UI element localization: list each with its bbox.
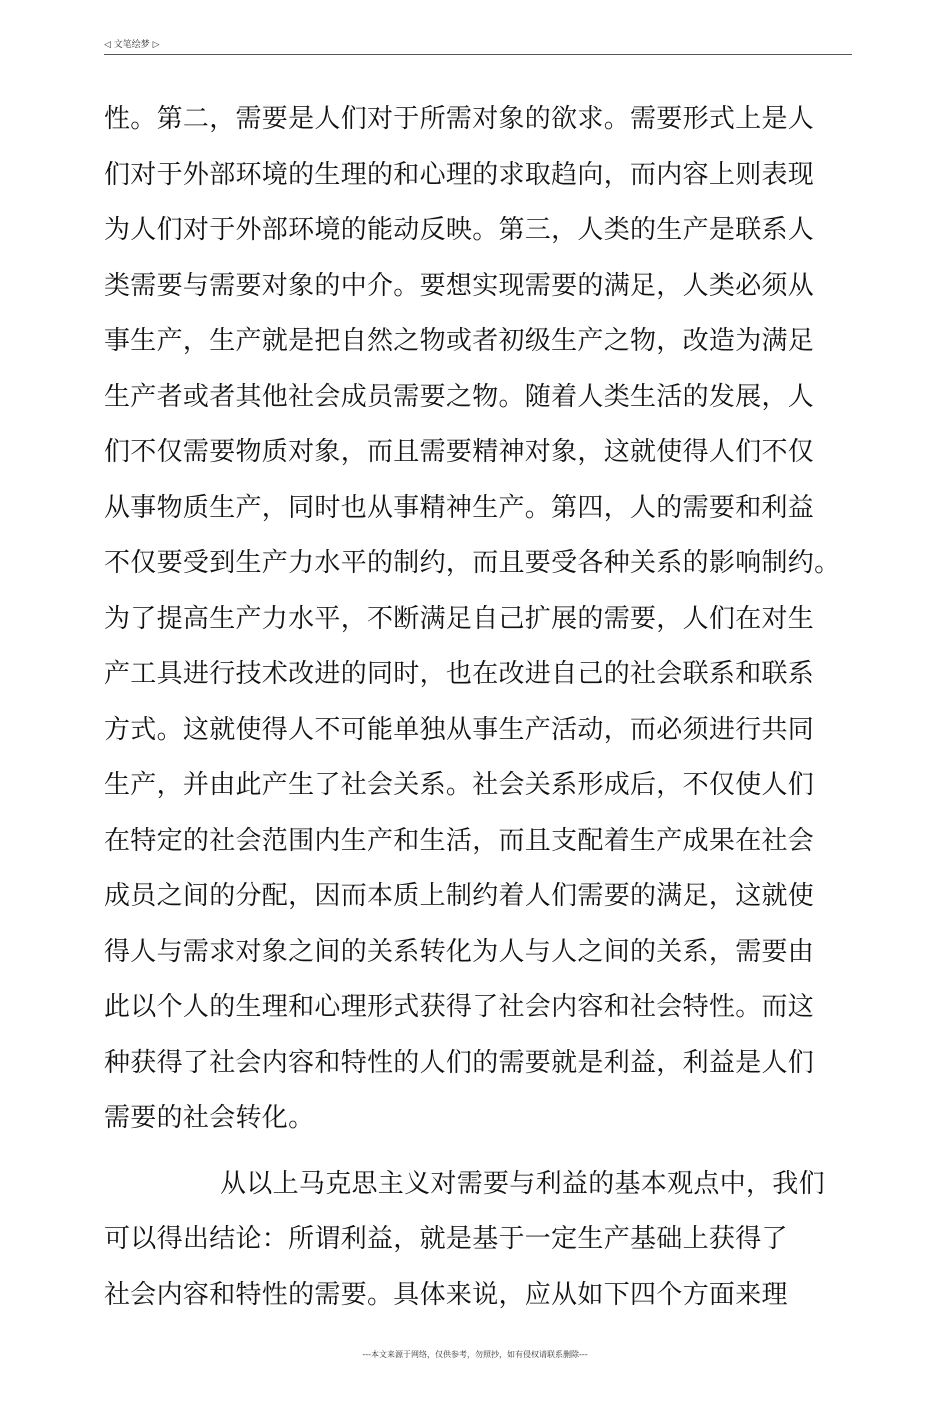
text-line: 得人与需求对象之间的关系转化为人与人之间的关系，需要由 <box>104 936 815 967</box>
text-line: 种获得了社会内容和特性的人们的需要就是利益，利益是人们 <box>104 1047 815 1078</box>
paragraph-2 <box>104 1157 864 1324</box>
text-line: 从事物质生产，同时也从事精神生产。第四，人的需要和利益 <box>104 492 815 523</box>
text-line: 们不仅需要物质对象，而且需要精神对象，这就使得人们不仅 <box>104 437 815 467</box>
text-line: 为人们对于外部环境的能动反映。第三，人类的生产是联系人 <box>104 215 815 245</box>
text-line: 在特定的社会范围内生产和生活，而且支配着生产成果在社会 <box>104 825 815 856</box>
page-footer: ---本文来源于网络，仅供参考，勿照抄，如有侵权请联系删除--- <box>362 1350 588 1359</box>
text-line: 生产，并由此产生了社会关系。社会关系形成后，不仅使人们 <box>104 770 815 800</box>
text-line: 不仅要受到生产力水平的制约，而且要受各种关系的影响制约。 <box>104 548 841 578</box>
text-line: 们对于外部环境的生理的和心理的求取趋向，而内容上则表现 <box>104 159 815 190</box>
text-line: 从以上马克思主义对需要与利益的基本观点中，我们 <box>220 1168 825 1199</box>
paragraph-1 <box>104 92 864 1147</box>
text-line: 成员之间的分配，因而本质上制约着人们需要的满足，这就使 <box>104 881 815 911</box>
paragraph-gap <box>104 1147 864 1157</box>
text-line: 可以得出结论：所谓利益，就是基于一定生产基础上获得了 <box>104 1224 788 1254</box>
text-line: 事生产，生产就是把自然之物或者初级生产之物，改造为满足 <box>104 326 815 356</box>
page-header <box>104 38 852 55</box>
text-line: 需要的社会转化。 <box>104 1103 315 1133</box>
document-body <box>104 92 864 1323</box>
text-line: 性。第二，需要是人们对于所需对象的欲求。需要形式上是人 <box>104 104 815 134</box>
text-line: 为了提高生产力水平，不断满足自己扩展的需要，人们在对生 <box>104 603 815 634</box>
text-line: 产工具进行技术改进的同时，也在改进自己的社会联系和联系 <box>104 659 815 689</box>
text-line: 此以个人的生理和心理形式获得了社会内容和社会特性。而这 <box>104 992 815 1022</box>
header-logo-text: ◁ 文笔绘梦 ▷ <box>104 40 160 50</box>
text-line: 类需要与需要对象的中介。要想实现需要的满足，人类必须从 <box>104 270 815 301</box>
text-line: 方式。这就使得人不可能单独从事生产活动，而必须进行共同 <box>104 714 815 745</box>
text-line: 社会内容和特性的需要。具体来说，应从如下四个方面来理 <box>104 1279 788 1310</box>
text-line: 生产者或者其他社会成员需要之物。随着人类生活的发展，人 <box>104 381 815 412</box>
